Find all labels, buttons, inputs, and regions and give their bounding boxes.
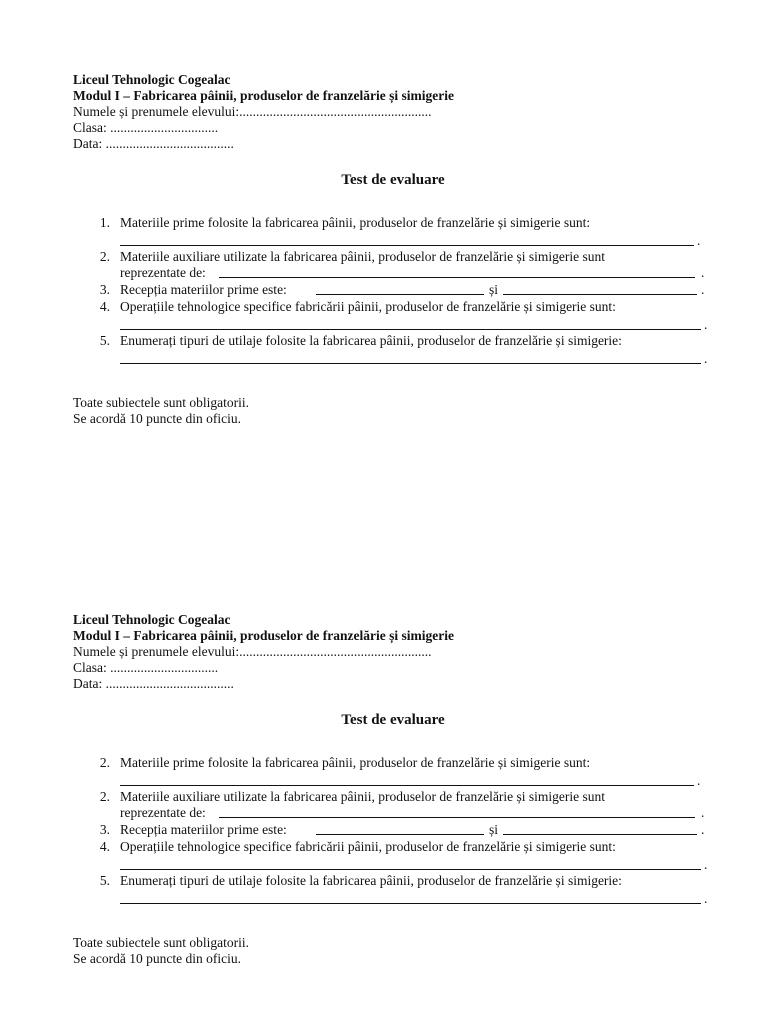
- test-sheet-1: [73, 72, 713, 427]
- class-line: Clasa: ................................: [73, 120, 219, 135]
- student-name-line: Numele și prenumele elevului:.........................................................: [73, 104, 432, 119]
- answer-line: [120, 329, 701, 330]
- line-end-dot: .: [701, 822, 705, 837]
- question-text: Materiile auxiliare utilizate la fabricarea pâinii, produselor de franzelărie și simigerie sunt: [120, 789, 606, 804]
- question-number: 5.: [99, 333, 110, 348]
- conjunction: și: [489, 282, 499, 297]
- question-list: [73, 755, 713, 917]
- question-text: Recepția materiilor prime este:: [120, 282, 287, 297]
- question-text-continued: reprezentate de:: [120, 805, 206, 820]
- line-end-dot: .: [701, 805, 705, 820]
- line-end-dot: .: [701, 265, 705, 280]
- question-number: 3.: [99, 822, 110, 837]
- question-number: 2.: [99, 755, 110, 770]
- footer: [73, 395, 713, 427]
- conjunction: și: [489, 822, 499, 837]
- answer-line: [219, 277, 695, 278]
- line-end-dot: .: [704, 351, 708, 366]
- test-title: Test de evaluare: [341, 712, 445, 728]
- answer-line: [316, 294, 484, 295]
- line-end-dot: .: [701, 282, 705, 297]
- student-name-line: Numele și prenumele elevului:.........................................................: [73, 644, 432, 659]
- footer-note-mandatory: Toate subiectele sunt obligatorii.: [73, 935, 250, 950]
- question-text: Materiile prime folosite la fabricarea pâinii, produselor de franzelărie și simigerie sunt:: [120, 215, 591, 230]
- answer-line: [120, 363, 701, 364]
- question-number: 2.: [99, 249, 110, 264]
- question-text: Materiile auxiliare utilizate la fabricarea pâinii, produselor de franzelărie și simigerie sunt: [120, 249, 606, 264]
- module-title: Modul I – Fabricarea pâinii, produselor de franzelărie și simigerie: [73, 628, 454, 643]
- question-text: Operațiile tehnologice specifice fabricării pâinii, produselor de franzelărie și simigerie sunt:: [120, 299, 616, 314]
- answer-line: [120, 245, 694, 246]
- answer-line: [120, 785, 694, 786]
- question-text-continued: reprezentate de:: [120, 265, 206, 280]
- footer-note-points: Se acordă 10 puncte din oficiu.: [73, 951, 241, 966]
- question-text: Enumerați tipuri de utilaje folosite la fabricarea pâinii, produselor de franzelărie și simigerie:: [120, 333, 622, 348]
- class-line: Clasa: ................................: [73, 660, 219, 675]
- question-list: [73, 215, 713, 377]
- question-text: Recepția materiilor prime este:: [120, 822, 287, 837]
- question-number: 2.: [99, 789, 110, 804]
- answer-line: [316, 834, 484, 835]
- question-number: 4.: [99, 839, 110, 854]
- date-line: Data: ......................................: [73, 136, 234, 151]
- question-number: 4.: [99, 299, 110, 314]
- footer: [73, 935, 713, 967]
- answer-line: [503, 294, 697, 295]
- question-text: Enumerați tipuri de utilaje folosite la fabricarea pâinii, produselor de franzelărie și simigerie:: [120, 873, 622, 888]
- line-end-dot: .: [697, 773, 701, 788]
- question-text: Materiile prime folosite la fabricarea pâinii, produselor de franzelărie și simigerie sunt:: [120, 755, 591, 770]
- module-title: Modul I – Fabricarea pâinii, produselor de franzelărie și simigerie: [73, 88, 454, 103]
- test-sheet-2: [73, 612, 713, 967]
- footer-note-mandatory: Toate subiectele sunt obligatorii.: [73, 395, 250, 410]
- question-text: Operațiile tehnologice specifice fabricării pâinii, produselor de franzelărie și simigerie sunt:: [120, 839, 616, 854]
- answer-line: [219, 817, 695, 818]
- line-end-dot: .: [704, 317, 708, 332]
- line-end-dot: .: [704, 857, 708, 872]
- line-end-dot: .: [697, 233, 701, 248]
- question-number: 1.: [99, 215, 110, 230]
- answer-line: [120, 869, 701, 870]
- question-number: 3.: [99, 282, 110, 297]
- line-end-dot: .: [704, 891, 708, 906]
- test-title: Test de evaluare: [341, 172, 445, 188]
- date-line: Data: ......................................: [73, 676, 234, 691]
- answer-line: [503, 834, 697, 835]
- footer-note-points: Se acordă 10 puncte din oficiu.: [73, 411, 241, 426]
- school-name: Liceul Tehnologic Cogealac: [73, 72, 231, 87]
- question-number: 5.: [99, 873, 110, 888]
- answer-line: [120, 903, 701, 904]
- school-name: Liceul Tehnologic Cogealac: [73, 612, 231, 627]
